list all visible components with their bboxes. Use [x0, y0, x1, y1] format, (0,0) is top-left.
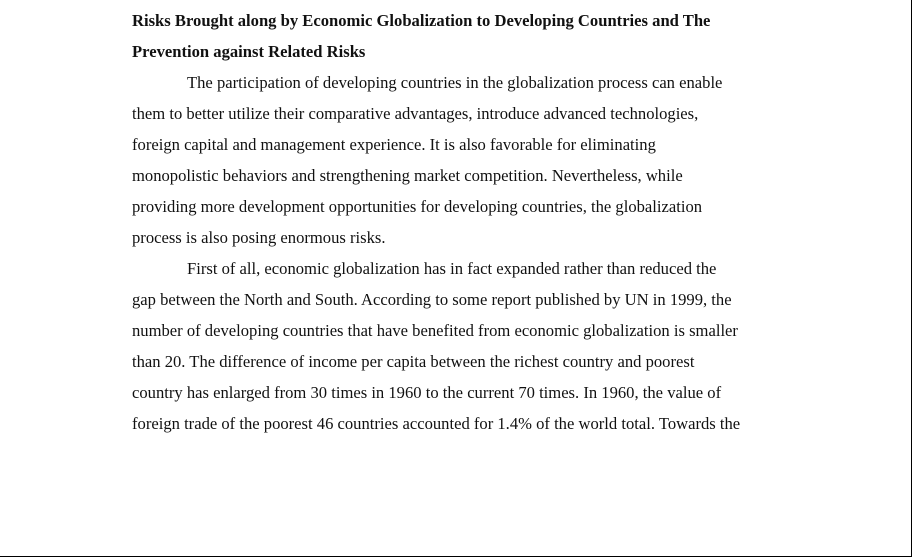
document-heading: [132, 5, 782, 67]
paragraph-line: monopolistic behaviors and strengthening market competition. Nevertheless, while: [132, 166, 683, 185]
paragraph-line: than 20. The difference of income per capita between the richest country and poorest: [132, 352, 695, 371]
paragraph-line: foreign trade of the poorest 46 countries accounted for 1.4% of the world total. Towards the: [132, 414, 741, 433]
paragraph-line: them to better utilize their comparative advantages, introduce advanced technologies,: [132, 104, 699, 123]
paragraph-line: number of developing countries that have benefited from economic globalization is smaller: [132, 321, 738, 340]
paragraph-line: providing more development opportunities for developing countries, the globalization: [132, 197, 703, 216]
document-body: [132, 5, 782, 439]
heading-line: Prevention against Related Risks: [132, 42, 366, 61]
paragraph-line: The participation of developing countries in the globalization process can enable: [187, 73, 723, 92]
heading-line: Risks Brought along by Economic Globalization to Developing Countries and The: [132, 11, 711, 30]
paragraph-line: process is also posing enormous risks.: [132, 228, 386, 247]
paragraph-line: gap between the North and South. According to some report published by UN in 1999, the: [132, 290, 732, 309]
paragraph-line: First of all, economic globalization has in fact expanded rather than reduced the: [187, 259, 717, 278]
paragraph-participation: [132, 67, 782, 253]
paragraph-line: foreign capital and management experience. It is also favorable for eliminating: [132, 135, 656, 154]
paragraph-line: country has enlarged from 30 times in 1960 to the current 70 times. In 1960, the value of: [132, 383, 722, 402]
paragraph-first-of-all: [132, 253, 782, 439]
